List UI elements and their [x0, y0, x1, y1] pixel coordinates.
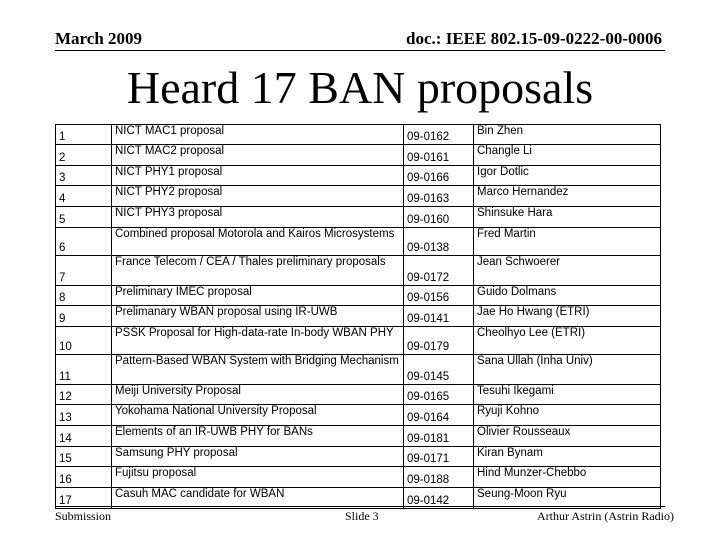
proposals-table	[55, 124, 661, 509]
row-number: 11	[56, 355, 112, 385]
proposal-description: NICT PHY2 proposal	[112, 186, 404, 207]
slide-title: Heard 17 BAN proposals	[126, 62, 594, 113]
row-number: 1	[56, 125, 112, 145]
proposal-description: Fujitsu proposal	[112, 467, 404, 488]
row-number: 17	[56, 488, 112, 509]
proposal-author: Guido Dolmans	[474, 286, 661, 306]
table-row	[56, 385, 661, 405]
document-number: 09-0163	[404, 186, 474, 207]
document-number: 09-0188	[404, 467, 474, 488]
proposal-description: France Telecom / CEA / Thales preliminary proposals	[112, 256, 404, 286]
document-number: 09-0181	[404, 426, 474, 447]
proposal-author: Cheolhyo Lee (ETRI)	[474, 327, 661, 355]
table-row	[56, 467, 661, 488]
proposal-author: Kiran Bynam	[474, 447, 661, 467]
proposal-description: NICT MAC2 proposal	[112, 145, 404, 166]
proposal-description: Casuh MAC candidate for WBAN	[112, 488, 404, 509]
header-doc-id: doc.: IEEE 802.15-09-0222-00-0006	[406, 29, 662, 48]
proposal-description: NICT PHY1 proposal	[112, 166, 404, 186]
proposal-author: Ryuji Kohno	[474, 405, 661, 426]
proposals-table-body	[56, 125, 661, 509]
table-row	[56, 355, 661, 385]
proposal-description: Meiji University Proposal	[112, 385, 404, 405]
table-row	[56, 306, 661, 327]
row-number: 13	[56, 405, 112, 426]
table-row	[56, 327, 661, 355]
proposal-description: NICT MAC1 proposal	[112, 125, 404, 145]
proposal-description: Preliminary IMEC proposal	[112, 286, 404, 306]
row-number: 6	[56, 228, 112, 256]
footer-submission: Submission	[55, 509, 112, 523]
document-number: 09-0172	[404, 256, 474, 286]
table-row	[56, 125, 661, 145]
row-number: 2	[56, 145, 112, 166]
table-row	[56, 256, 661, 286]
table-row	[56, 426, 661, 447]
document-number: 09-0141	[404, 306, 474, 327]
document-number: 09-0165	[404, 385, 474, 405]
proposal-author: Changle Li	[474, 145, 661, 166]
table-row	[56, 207, 661, 228]
row-number: 15	[56, 447, 112, 467]
table-row	[56, 186, 661, 207]
proposal-description: Prelimanary WBAN proposal using IR-UWB	[112, 306, 404, 327]
header-divider	[55, 50, 665, 51]
footer-divider	[55, 506, 665, 507]
document-number: 09-0142	[404, 488, 474, 509]
document-number: 09-0156	[404, 286, 474, 306]
document-number: 09-0160	[404, 207, 474, 228]
proposal-description: Yokohama National University Proposal	[112, 405, 404, 426]
proposal-author: Jae Ho Hwang (ETRI)	[474, 306, 661, 327]
proposal-author: Fred Martin	[474, 228, 661, 256]
proposal-author: Sana Ullah (Inha Univ)	[474, 355, 661, 385]
proposal-author: Igor Dotlic	[474, 166, 661, 186]
row-number: 4	[56, 186, 112, 207]
proposal-description: Samsung PHY proposal	[112, 447, 404, 467]
row-number: 9	[56, 306, 112, 327]
proposal-author: Shinsuke Hara	[474, 207, 661, 228]
proposal-description: Combined proposal Motorola and Kairos Microsystems	[112, 228, 404, 256]
proposal-author: Jean Schwoerer	[474, 256, 661, 286]
row-number: 7	[56, 256, 112, 286]
proposal-author: Seung-Moon Ryu	[474, 488, 661, 509]
document-number: 09-0164	[404, 405, 474, 426]
table-row	[56, 405, 661, 426]
table-row	[56, 447, 661, 467]
document-number: 09-0171	[404, 447, 474, 467]
row-number: 3	[56, 166, 112, 186]
proposal-description: Pattern-Based WBAN System with Bridging Mechanism	[112, 355, 404, 385]
document-number: 09-0138	[404, 228, 474, 256]
footer-author: Arthur Astrin (Astrin Radio)	[537, 509, 674, 523]
document-number: 09-0166	[404, 166, 474, 186]
document-number: 09-0179	[404, 327, 474, 355]
footer-slide-number: Slide 3	[345, 509, 379, 523]
proposal-author: Bin Zhen	[474, 125, 661, 145]
table-row	[56, 286, 661, 306]
proposal-description: NICT PHY3 proposal	[112, 207, 404, 228]
row-number: 14	[56, 426, 112, 447]
proposal-author: Hind Munzer-Chebbo	[474, 467, 661, 488]
row-number: 5	[56, 207, 112, 228]
row-number: 12	[56, 385, 112, 405]
proposal-description: PSSK Proposal for High-data-rate In-body WBAN PHY	[112, 327, 404, 355]
row-number: 8	[56, 286, 112, 306]
row-number: 16	[56, 467, 112, 488]
proposal-author: Tesuhi Ikegami	[474, 385, 661, 405]
proposal-author: Marco Hernandez	[474, 186, 661, 207]
proposal-description: Elements of an IR-UWB PHY for BANs	[112, 426, 404, 447]
table-row	[56, 166, 661, 186]
document-number: 09-0145	[404, 355, 474, 385]
proposal-author: Olivier Rousseaux	[474, 426, 661, 447]
table-row	[56, 228, 661, 256]
table-row	[56, 145, 661, 166]
document-number: 09-0162	[404, 125, 474, 145]
header-date: March 2009	[55, 29, 143, 48]
document-number: 09-0161	[404, 145, 474, 166]
row-number: 10	[56, 327, 112, 355]
